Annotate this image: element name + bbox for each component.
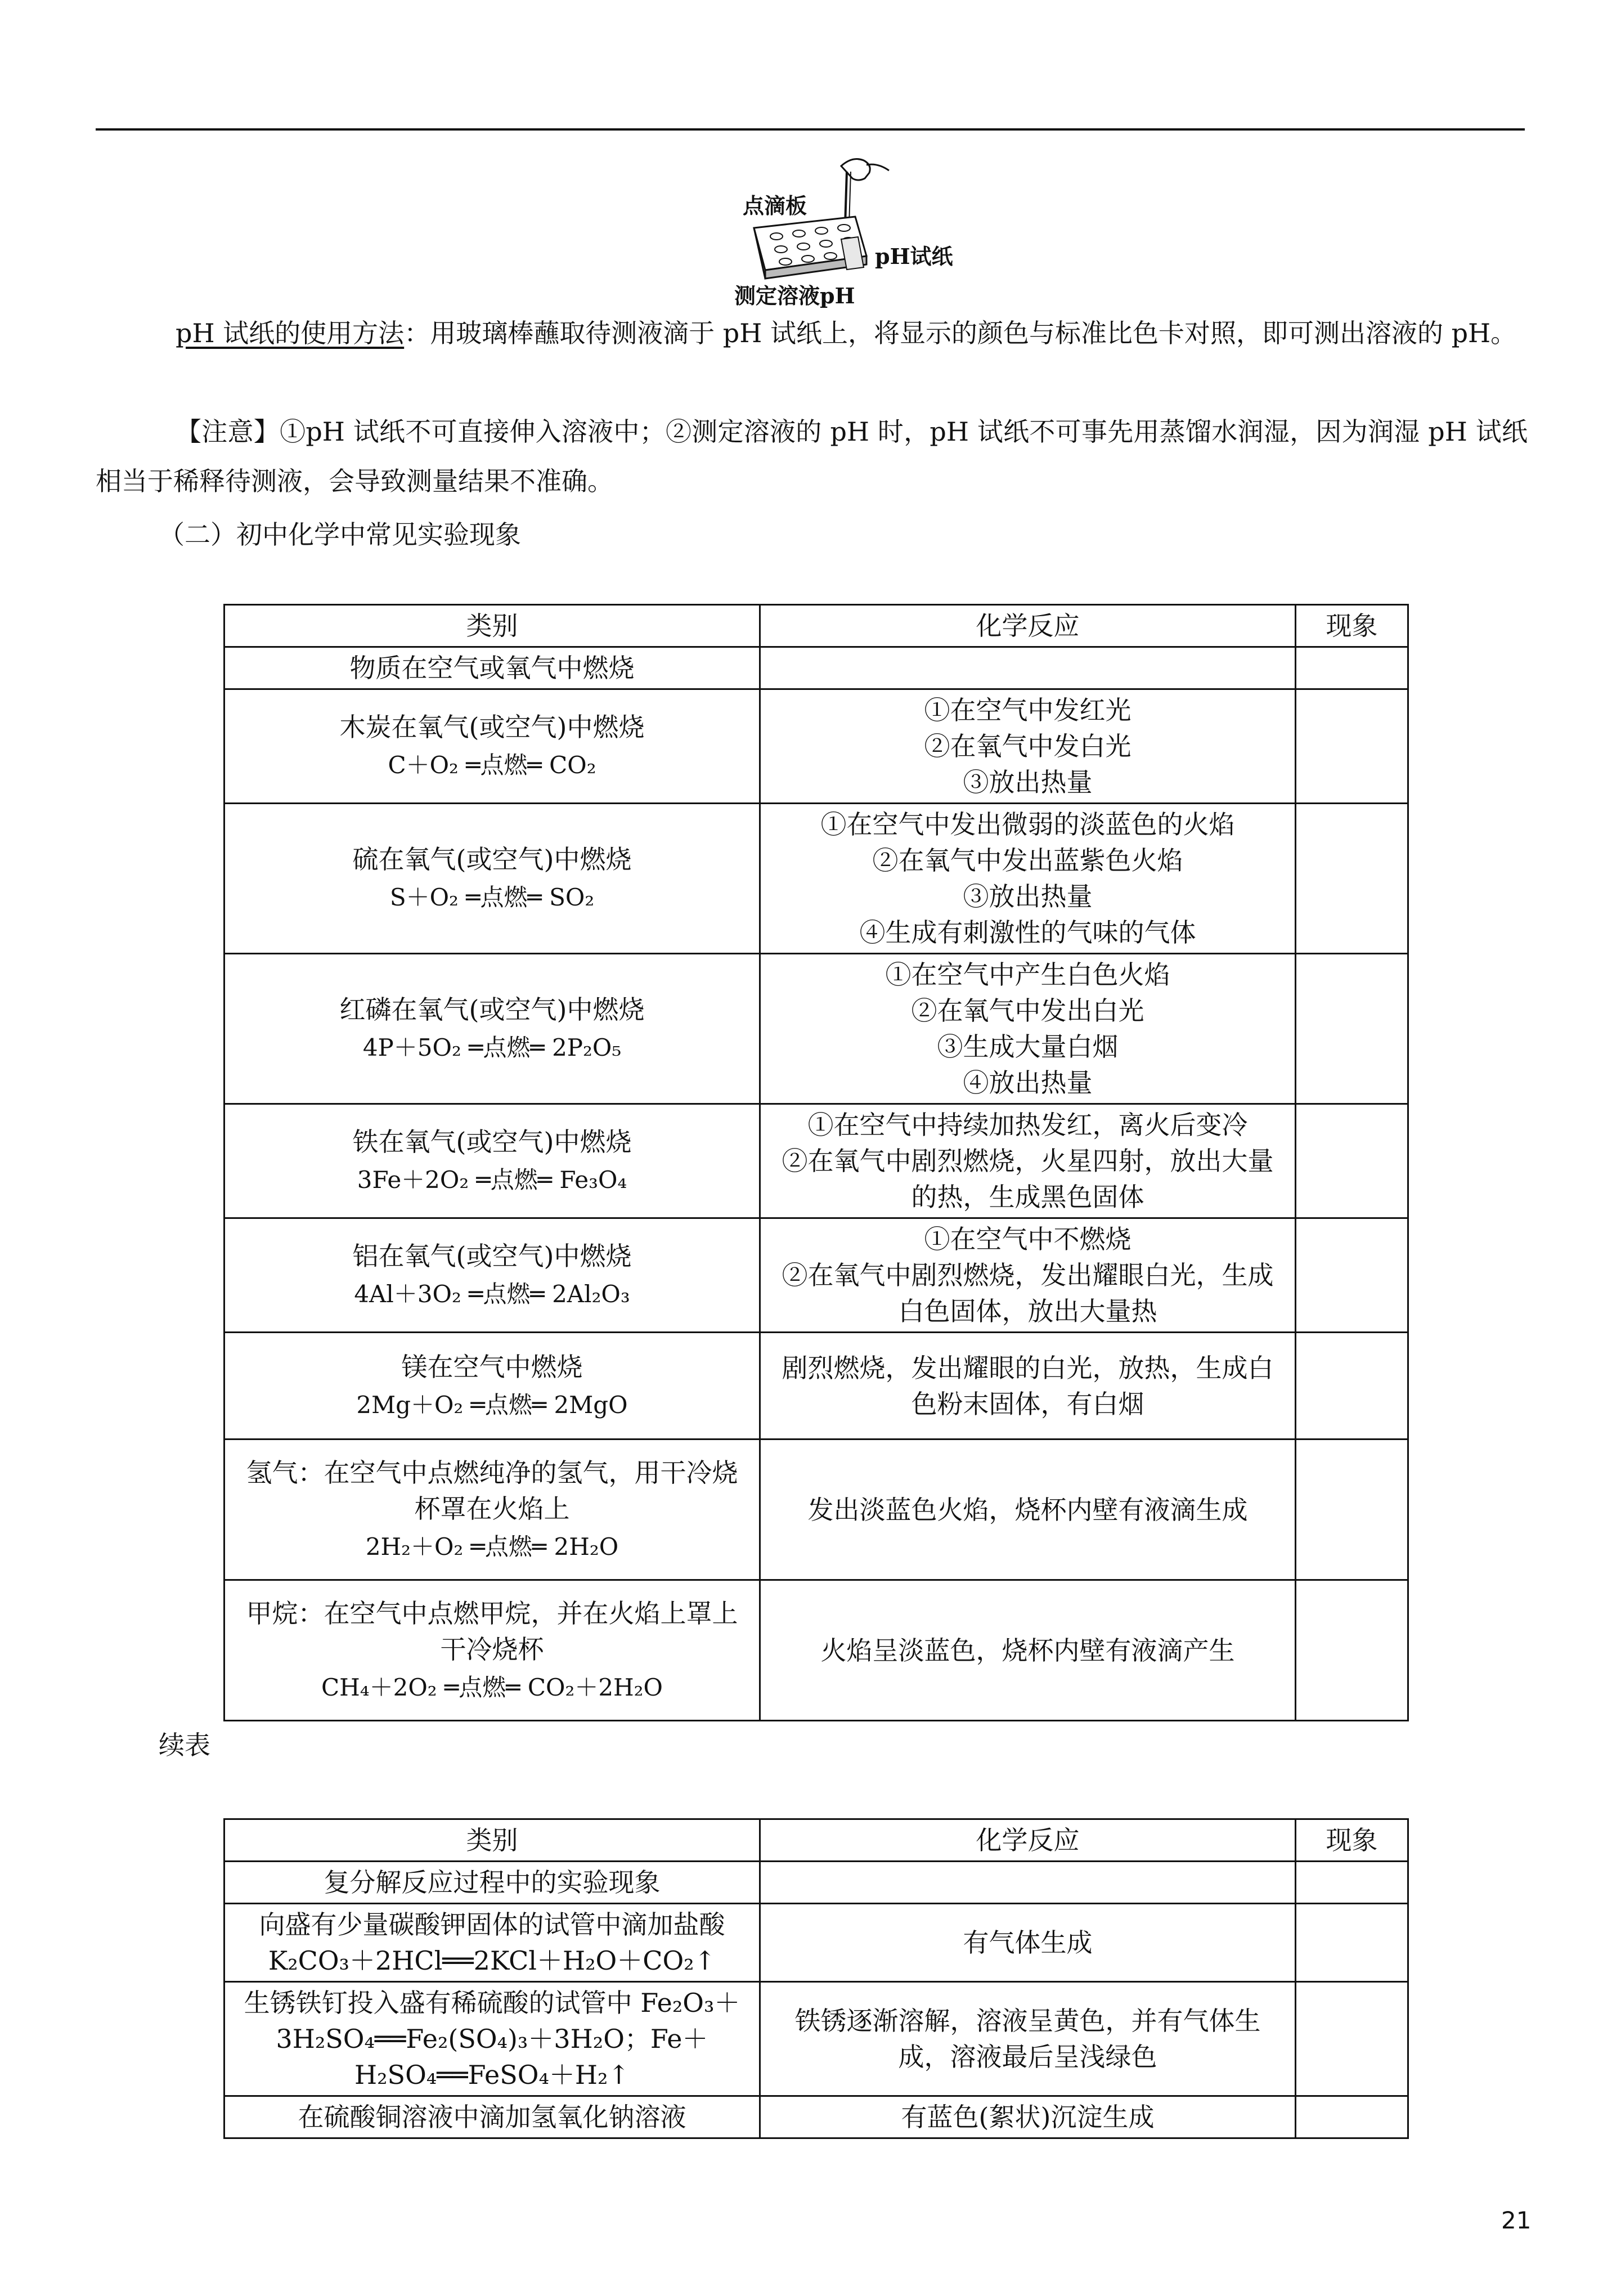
reaction-line: 发出淡蓝色火焰，烧杯内壁有液滴生成 — [807, 1494, 1248, 1525]
phenomenon-cell — [1296, 689, 1408, 804]
reaction-line: ④生成有刺激性的气味的气体 — [859, 917, 1196, 948]
table-row — [224, 954, 1408, 1104]
header-category: 类别 — [224, 605, 760, 647]
section-row — [224, 1862, 1408, 1904]
equation-text: 4P＋5O₂ ═点燃═ 2P₂O₅ — [362, 1034, 622, 1061]
table-row — [224, 2096, 1408, 2138]
table-row — [224, 1440, 1408, 1580]
spot-plate-label: 点滴板 — [743, 193, 807, 218]
equation-text: C＋O₂ ═点燃═ CO₂ — [388, 751, 596, 779]
phenomenon-cell — [1296, 1333, 1408, 1440]
category-cell: 向盛有少量碳酸钾固体的试管中滴加盐酸 K₂CO₃＋2HCl══2KCl＋H₂O＋CO₂↑ — [224, 1904, 760, 1982]
empty-cell — [1296, 1862, 1408, 1904]
reaction-line: ②在氧气中发白光 — [924, 731, 1131, 761]
category-cell — [224, 1333, 760, 1440]
reaction-line: ①在空气中发红光 — [924, 695, 1131, 725]
reaction-cell — [760, 689, 1296, 804]
section-heading: （二）初中化学中常见实验现象 — [159, 519, 521, 550]
empty-cell — [760, 1862, 1296, 1904]
usage-body: ：用玻璃棒蘸取待测液滴于 pH 试纸上，将显示的颜色与标准比色卡对照，即可测出溶液的 pH。 — [404, 318, 1517, 348]
phenomenon-cell — [1296, 1104, 1408, 1218]
header-phenomenon: 现象 — [1296, 1819, 1408, 1862]
category-cell — [224, 1440, 760, 1580]
phenomenon-cell — [1296, 1982, 1408, 2096]
category-cell — [224, 1580, 760, 1721]
equation-text: 3Fe＋2O₂ ═点燃═ Fe₃O₄ — [357, 1166, 627, 1194]
reaction-cell: 有蓝色(絮状)沉淀生成 — [760, 2096, 1296, 2138]
combustion-phenomena-table — [223, 604, 1409, 1721]
reaction-line: ②在氧气中剧烈燃烧，火星四射，放出大量的热，生成黑色固体 — [782, 1146, 1274, 1212]
phenomenon-cell — [1296, 2096, 1408, 2138]
phenomenon-cell — [1296, 804, 1408, 954]
page-number: 21 — [1501, 2207, 1532, 2234]
header-reaction: 化学反应 — [760, 1819, 1296, 1862]
category-cell — [224, 1218, 760, 1333]
category-text: 硫在氧气(或空气)中燃烧 — [352, 844, 632, 875]
double-decomposition-table — [223, 1818, 1409, 2139]
reaction-line: 火焰呈淡蓝色，烧杯内壁有液滴产生 — [820, 1635, 1235, 1666]
reaction-line: ③放出热量 — [963, 881, 1093, 912]
section-row — [224, 647, 1408, 689]
category-cell — [224, 1104, 760, 1218]
reaction-cell: 有气体生成 — [760, 1904, 1296, 1982]
reaction-line: ①在空气中产生白色火焰 — [885, 959, 1170, 990]
category-cell: 在硫酸铜溶液中滴加氢氧化钠溶液 — [224, 2096, 760, 2138]
phenomenon-cell — [1296, 954, 1408, 1104]
figure-caption: 测定溶液pH — [734, 283, 855, 308]
table-row — [224, 804, 1408, 954]
category-text: 木炭在氧气(或空气)中燃烧 — [339, 712, 645, 742]
equation-text: CH₄＋2O₂ ═点燃═ CO₂＋2H₂O — [321, 1673, 663, 1701]
phenomenon-cell — [1296, 1218, 1408, 1333]
reaction-cell — [760, 1218, 1296, 1333]
reaction-line: ④放出热量 — [963, 1068, 1093, 1098]
header-rule — [96, 128, 1525, 131]
category-text: 氢气：在空气中点燃纯净的氢气，用干冷烧杯罩在火焰上 — [246, 1457, 738, 1524]
equation-text: 2Mg＋O₂ ═点燃═ 2MgO — [356, 1391, 628, 1419]
section-label: 物质在空气或氧气中燃烧 — [224, 647, 760, 689]
table-row — [224, 1904, 1408, 1982]
reaction-line: 剧烈燃烧，发出耀眼的白光，放热，生成白色粉末固体，有白烟 — [782, 1352, 1274, 1419]
reaction-cell: 铁锈逐渐溶解，溶液呈黄色，并有气体生成，溶液最后呈浅绿色 — [760, 1982, 1296, 2096]
section-label: 复分解反应过程中的实验现象 — [224, 1862, 760, 1904]
reaction-line: ①在空气中发出微弱的淡蓝色的火焰 — [820, 809, 1235, 840]
reaction-line: ①在空气中持续加热发红，离火后变冷 — [807, 1110, 1248, 1140]
category-cell: 生锈铁钉投入盛有稀硫酸的试管中 Fe₂O₃＋3H₂SO₄══Fe₂(SO₄)₃＋3H₂O；Fe＋H₂SO₄══FeSO₄＋H₂↑ — [224, 1982, 760, 2096]
table-header-row — [224, 605, 1408, 647]
category-cell — [224, 954, 760, 1104]
equation-text: 4Al＋3O₂ ═点燃═ 2Al₂O₃ — [354, 1280, 630, 1308]
category-text: 甲烷：在空气中点燃甲烷，并在火焰上罩上干冷烧杯 — [246, 1598, 738, 1665]
ph-paper-label: pH试纸 — [875, 244, 953, 269]
category-text: 红磷在氧气(或空气)中燃烧 — [339, 994, 645, 1025]
equation-text: 2H₂＋O₂ ═点燃═ 2H₂O — [365, 1532, 619, 1560]
table-row — [224, 1333, 1408, 1440]
phenomenon-cell — [1296, 1440, 1408, 1580]
reaction-cell — [760, 954, 1296, 1104]
category-cell — [224, 804, 760, 954]
note-paragraph: 【注意】①pH 试纸不可直接伸入溶液中；②测定溶液的 pH 时，pH 试纸不可事先用蒸馏水润湿，因为润湿 pH 试纸相当于稀释待测液，会导致测量结果不准确。 — [96, 416, 1528, 496]
header-phenomenon: 现象 — [1296, 605, 1408, 647]
reaction-line: ②在氧气中剧烈燃烧，发出耀眼白光，生成白色固体，放出大量热 — [782, 1260, 1274, 1326]
table-row — [224, 1218, 1408, 1333]
usage-lead: pH 试纸的使用方法 — [176, 318, 405, 348]
reaction-line: ②在氧气中发出白光 — [911, 995, 1144, 1026]
phenomenon-cell — [1296, 1904, 1408, 1982]
empty-cell — [760, 647, 1296, 689]
phenomenon-cell — [1296, 1580, 1408, 1721]
empty-cell — [1296, 647, 1408, 689]
reaction-cell — [760, 804, 1296, 954]
table-header-row — [224, 1819, 1408, 1862]
category-text: 铝在氧气(或空气)中燃烧 — [352, 1241, 632, 1271]
reaction-line: ③生成大量白烟 — [937, 1032, 1119, 1062]
table-row — [224, 1982, 1408, 2096]
reaction-cell — [760, 1580, 1296, 1721]
reaction-cell — [760, 1333, 1296, 1440]
header-category: 类别 — [224, 1819, 760, 1862]
reaction-cell — [760, 1440, 1296, 1580]
continued-label: 续表 — [159, 1730, 210, 1760]
equation-text: S＋O₂ ═点燃═ SO₂ — [389, 884, 595, 911]
table-row — [224, 689, 1408, 804]
category-cell — [224, 689, 760, 804]
header-reaction: 化学反应 — [760, 605, 1296, 647]
ph-test-figure — [731, 155, 979, 307]
category-text: 镁在空气中燃烧 — [401, 1351, 583, 1382]
reaction-cell — [760, 1104, 1296, 1218]
table-row — [224, 1104, 1408, 1218]
table-row — [224, 1580, 1408, 1721]
ph-paper-usage-paragraph — [96, 308, 1528, 358]
reaction-line: ②在氧气中发出蓝紫色火焰 — [872, 845, 1183, 876]
category-text: 铁在氧气(或空气)中燃烧 — [352, 1127, 632, 1157]
reaction-line: ③放出热量 — [963, 767, 1093, 797]
reaction-line: ①在空气中不燃烧 — [924, 1224, 1131, 1254]
